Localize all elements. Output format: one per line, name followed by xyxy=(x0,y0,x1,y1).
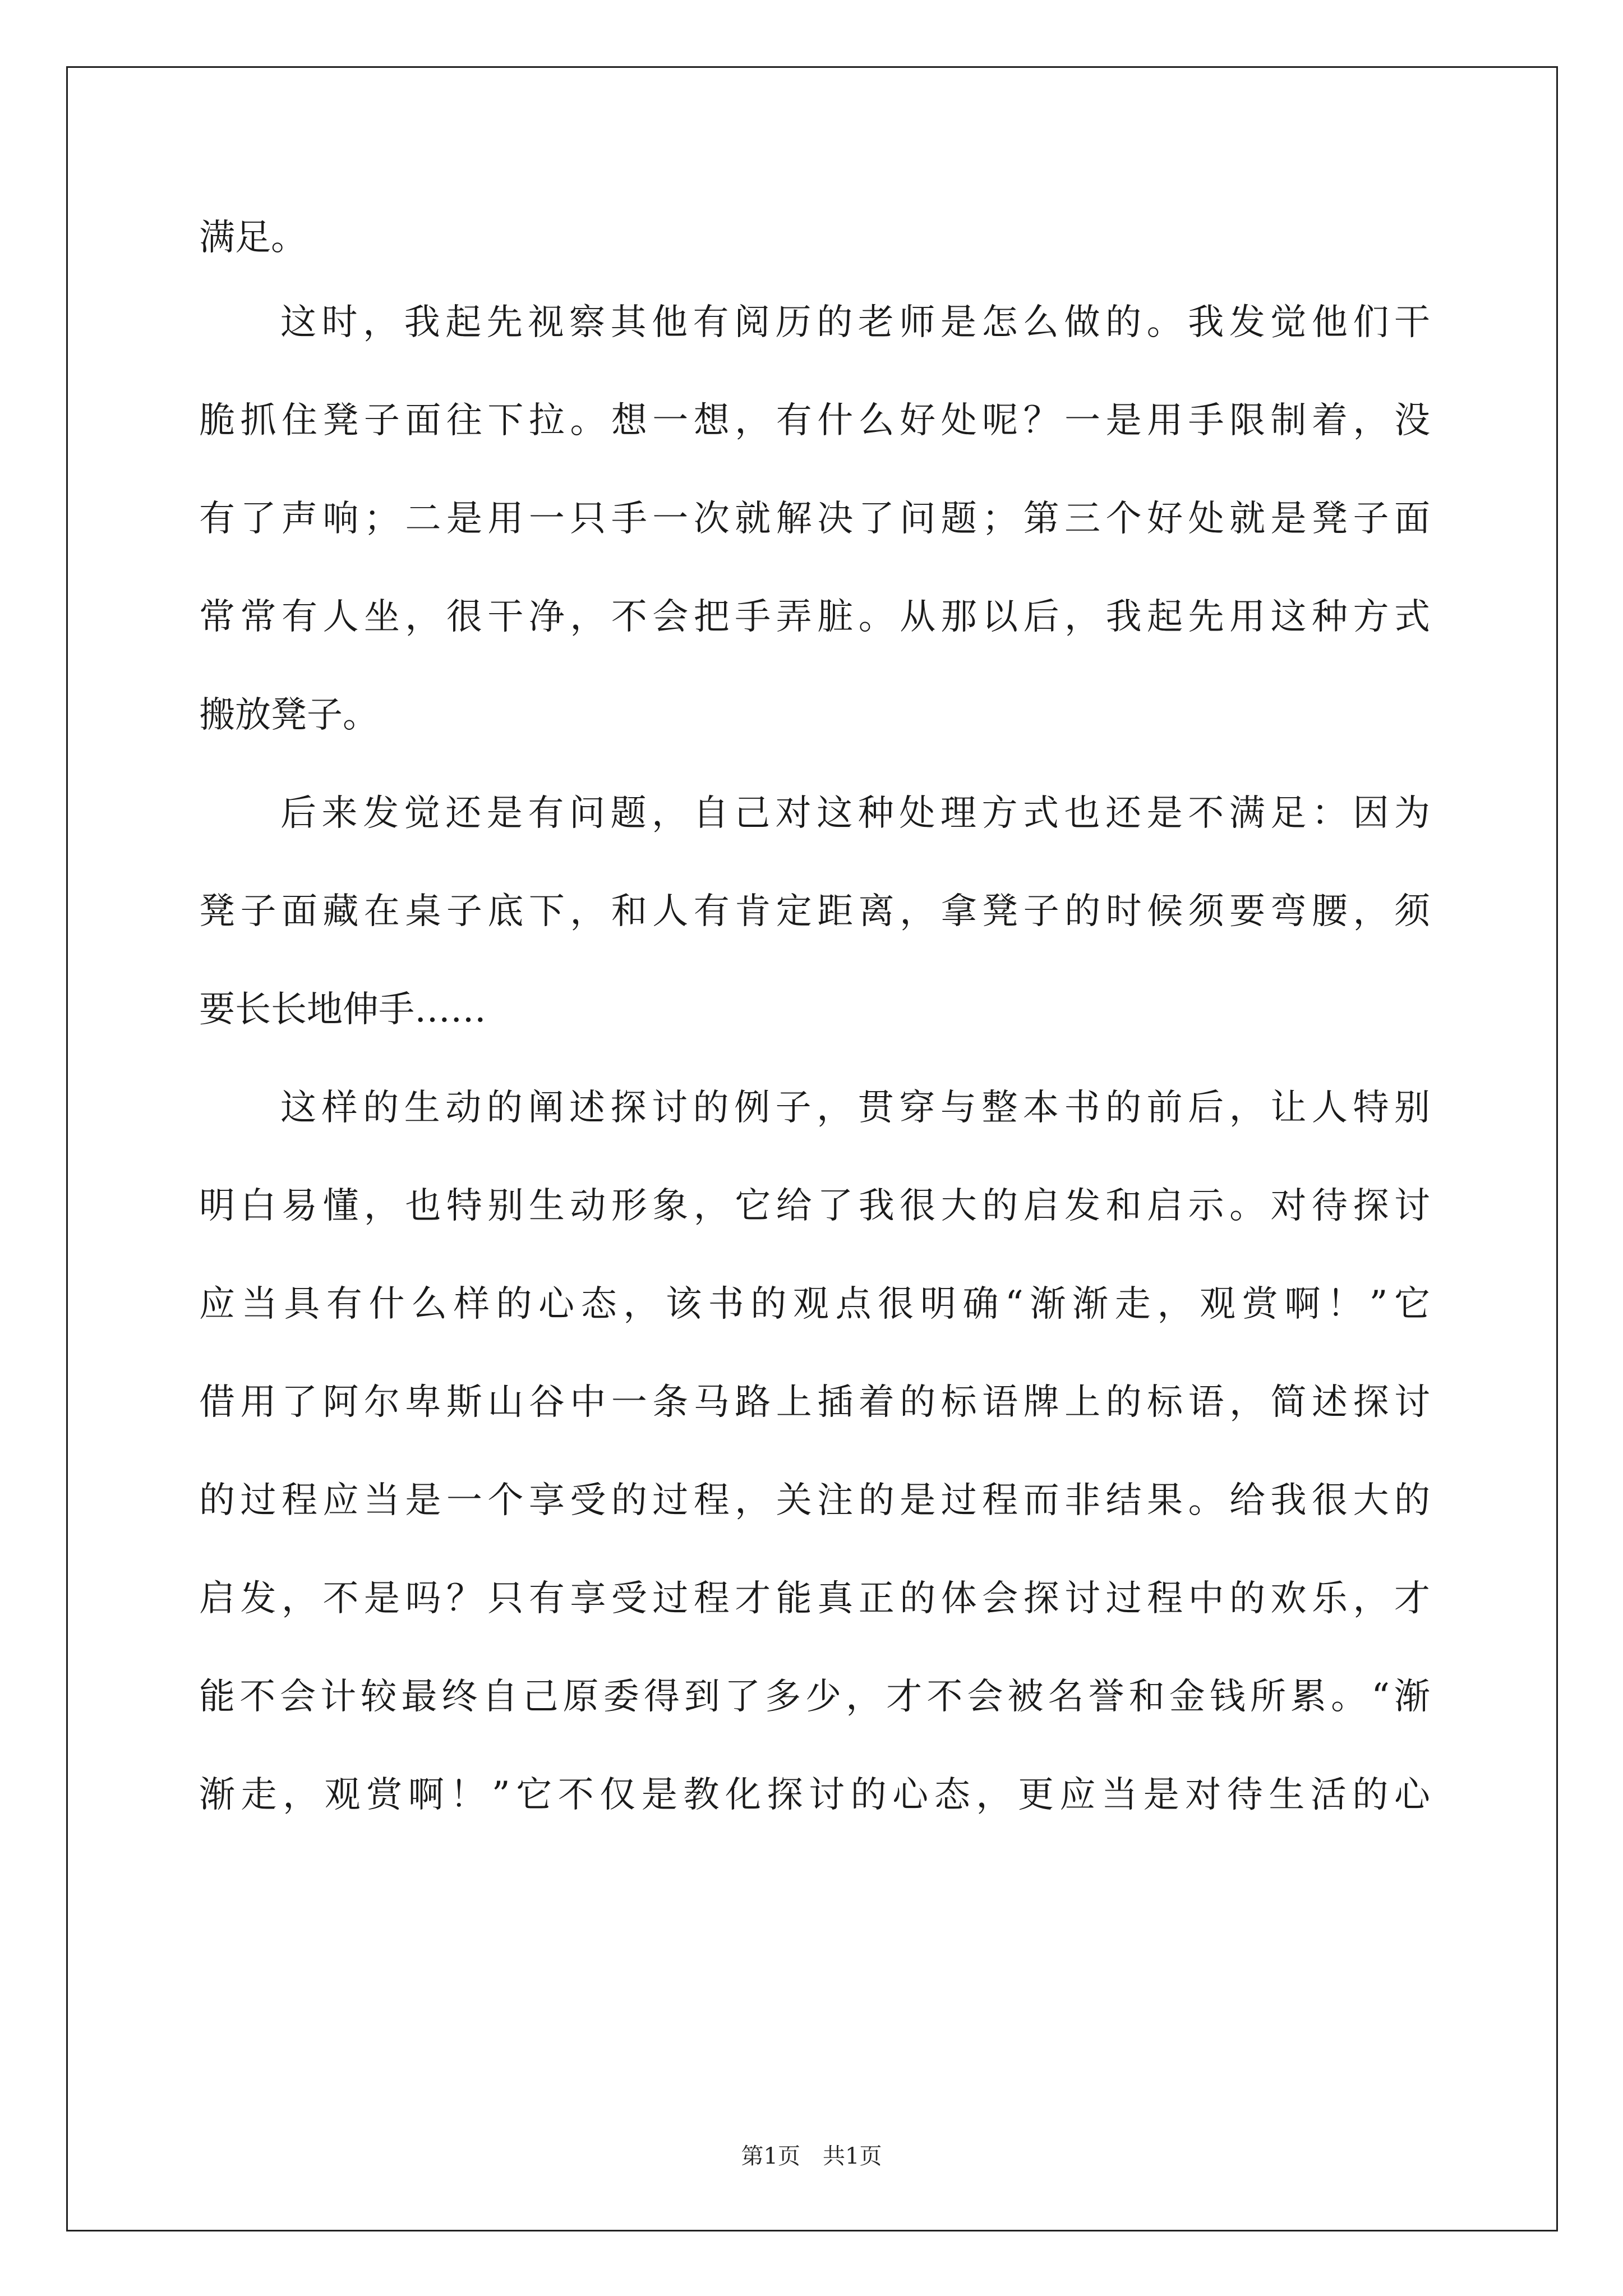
text-line-1: 满足。 xyxy=(199,217,307,259)
text-line-14: 的过程应当是一个享受的过程，关注的是过程而非结果。给我很大的 xyxy=(199,1480,1430,1521)
text-line-6: 搬放凳子。 xyxy=(199,694,379,736)
text-line-11: 明白易懂，也特别生动形象，它给了我很大的启发和启示。对待探讨 xyxy=(199,1185,1430,1227)
text-line-8: 凳子面藏在桌子底下，和人有肯定距离，拿凳子的时候须要弯腰，须 xyxy=(199,891,1430,932)
text-line-16: 能不会计较最终自己原委得到了多少，才不会被名誉和金钱所累。“渐 xyxy=(199,1676,1430,1718)
text-line-17: 渐走，观赏啊！”它不仅是教化探讨的心态，更应当是对待生活的心 xyxy=(199,1774,1430,1816)
text-line-2: 这时，我起先视察其他有阅历的老师是怎么做的。我发觉他们干 xyxy=(280,302,1430,343)
page-number-current: 第1页 xyxy=(741,2143,800,2169)
text-line-7: 后来发觉还是有问题，自己对这种处理方式也还是不满足：因为 xyxy=(280,793,1430,834)
text-line-4: 有了声响；二是用一只手一次就解决了问题；第三个好处就是凳子面 xyxy=(199,498,1430,540)
text-line-3: 脆抓住凳子面往下拉。想一想，有什么好处呢？一是用手限制着，没 xyxy=(199,400,1430,441)
text-line-5: 常常有人坐，很干净，不会把手弄脏。从那以后，我起先用这种方式 xyxy=(199,596,1430,638)
text-line-13: 借用了阿尔卑斯山谷中一条马路上插着的标语牌上的标语，简述探讨 xyxy=(199,1382,1430,1423)
text-line-15: 启发，不是吗？只有享受过程才能真正的体会探讨过程中的欢乐，才 xyxy=(199,1578,1430,1619)
text-line-10: 这样的生动的阐述探讨的例子，贯穿与整本书的前后，让人特别 xyxy=(280,1087,1430,1129)
text-line-9: 要长长地伸手…… xyxy=(199,989,486,1030)
text-line-12: 应当具有什么样的心态，该书的观点很明确“渐渐走，观赏啊！”它 xyxy=(199,1283,1430,1325)
page-number-total: 共1页 xyxy=(823,2143,882,2169)
page-border xyxy=(66,66,1558,2231)
page-footer xyxy=(0,2138,1623,2170)
